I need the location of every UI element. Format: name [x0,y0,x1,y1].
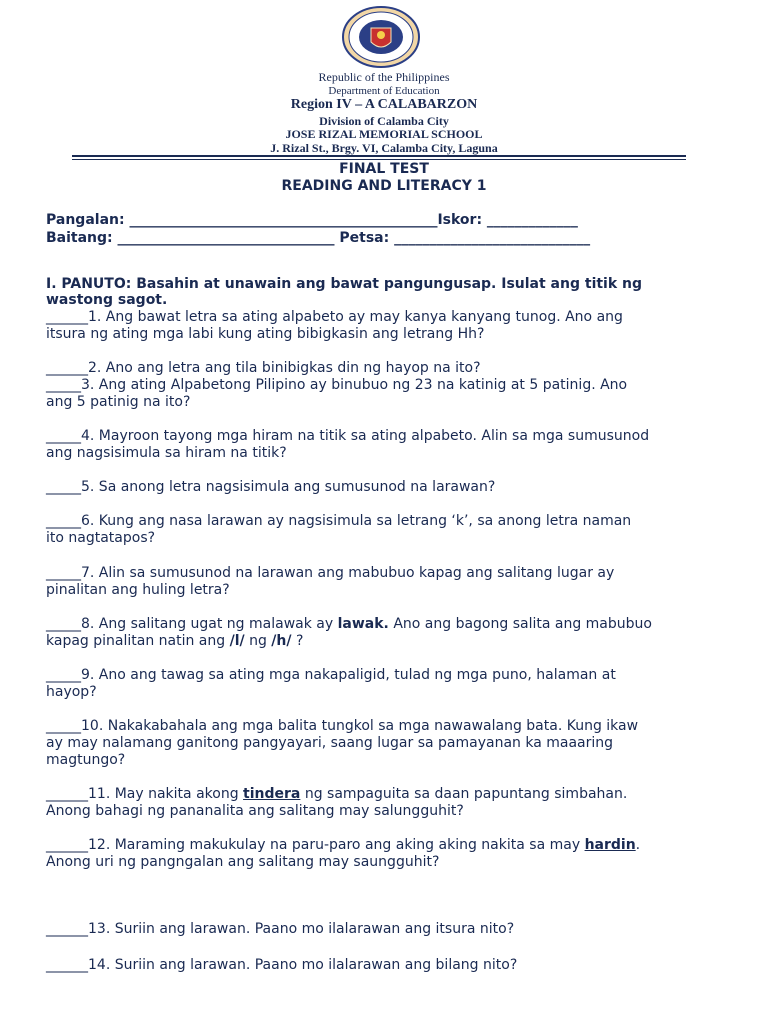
name-score-field[interactable]: Pangalan: ____________________________________________Iskor: _____________ [46,212,578,228]
department-label: Department of Education [328,85,440,97]
question-8-end: ? [291,633,304,649]
republic-label: Republic of the Philippines [318,70,450,84]
address-label: J. Rizal St., Brgy. VI, Calamba City, Laguna [270,141,498,155]
question-8-text-end: Ano ang bagong salita ang mabubuo [388,616,652,632]
question-9-line-2: hayop? [46,684,97,700]
question-4-line-2: ang nagsisimula sa hiram na titik? [46,445,287,461]
deped-seal-icon [341,6,421,68]
question-4-line-1: _____4. Mayroon tayong mga hiram na titik sa ating alpabeto. Alin sa mga sumusunod [46,428,650,444]
division-label: Division of Calamba City [319,114,449,128]
question-1-line-1: ______1. Ang bawat letra sa ating alpabeto ay may kanya kanyang tunog. Ano ang [46,309,623,325]
question-12-period: . [635,837,641,853]
question-1-line-2: itsura ng ating mga labi kung ating bibigkasin ang letrang Hh? [46,326,485,342]
question-12-line-2: Anong uri ng pangngalan ang salitang may saungguhit? [46,854,440,870]
question-9-line-1: _____9. Ano ang tawag sa ating mga nakapaligid, tulad ng mga puno, halaman at [46,667,616,683]
header-divider [72,155,686,157]
question-10-line-2: ay may nalamang ganitong pangyayari, saang lugar sa pamayanan ka maaaring [46,735,614,751]
school-label: JOSE RIZAL MEMORIAL SCHOOL [285,127,483,141]
question-8-line-2 [46,633,303,650]
question-10-line-1: _____10. Nakakabahala ang mga balita tungkol sa mga nawawalang bata. Kung ikaw [46,718,639,734]
question-13: ______13. Suriin ang larawan. Paano mo ilalarawan ang itsura nito? [46,921,515,937]
instructions-line-1: I. PANUTO: Basahin at unawain ang bawat pangungusap. Isulat ang titik ng [46,276,643,292]
instructions-line-2: wastong sagot. [46,292,168,308]
grade-date-field[interactable]: Baitang: _______________________________ Petsa: ____________________________ [46,230,591,246]
letter-h: /h/ [271,633,292,649]
question-8-ng: ng [244,633,272,649]
question-7-line-2: pinalitan ang huling letra? [46,582,230,598]
question-2: ______2. Ano ang letra ang tila binibigkas din ng hayop na ito? [46,360,481,376]
subject-title: READING AND LITERACY 1 [281,178,487,194]
question-11-text-end: ng sampaguita sa daan papuntang simbahan. [300,786,628,802]
question-3-line-2: ang 5 patinig na ito? [46,394,191,410]
question-10-line-3: magtungo? [46,752,126,768]
underlined-word-tindera: tindera [243,786,301,802]
underlined-word-hardin: hardin [584,837,636,853]
question-11-line-1 [46,786,627,803]
header-divider-thin [72,159,686,160]
question-7-line-1: _____7. Alin sa sumusunod na larawan ang mabubuo kapag ang salitang lugar ay [46,565,615,581]
test-title: FINAL TEST [339,161,429,177]
question-8-text-2: kapag pinalitan natin ang [46,633,230,649]
question-6-line-2: ito nagtatapos? [46,530,156,546]
question-11-text: ______11. May nakita akong [46,786,244,802]
question-6-line-1: _____6. Kung ang nasa larawan ay nagsisimula sa letrang ‘k’, sa anong letra naman [46,513,632,529]
question-8-text: _____8. Ang salitang ugat ng malawak ay [46,616,338,632]
question-12-text: ______12. Maraming makukulay na paru-paro ang aking aking nakita sa may [46,837,585,853]
question-3-line-1: _____3. Ang ating Alpabetong Pilipino ay binubuo ng 23 na katinig at 5 patinig. Ano [46,377,628,393]
root-word: lawak. [337,616,389,632]
question-8-line-1 [46,616,652,633]
question-14: ______14. Suriin ang larawan. Paano mo ilalarawan ang bilang nito? [46,957,518,973]
question-5: _____5. Sa anong letra nagsisimula ang sumusunod na larawan? [46,479,496,495]
question-12-line-1 [46,837,640,854]
region-label: Region IV – A CALABARZON [290,97,478,112]
question-11-line-2: Anong bahagi ng pananalita ang salitang may salungguhit? [46,803,464,819]
letter-l: /l/ [229,633,245,649]
